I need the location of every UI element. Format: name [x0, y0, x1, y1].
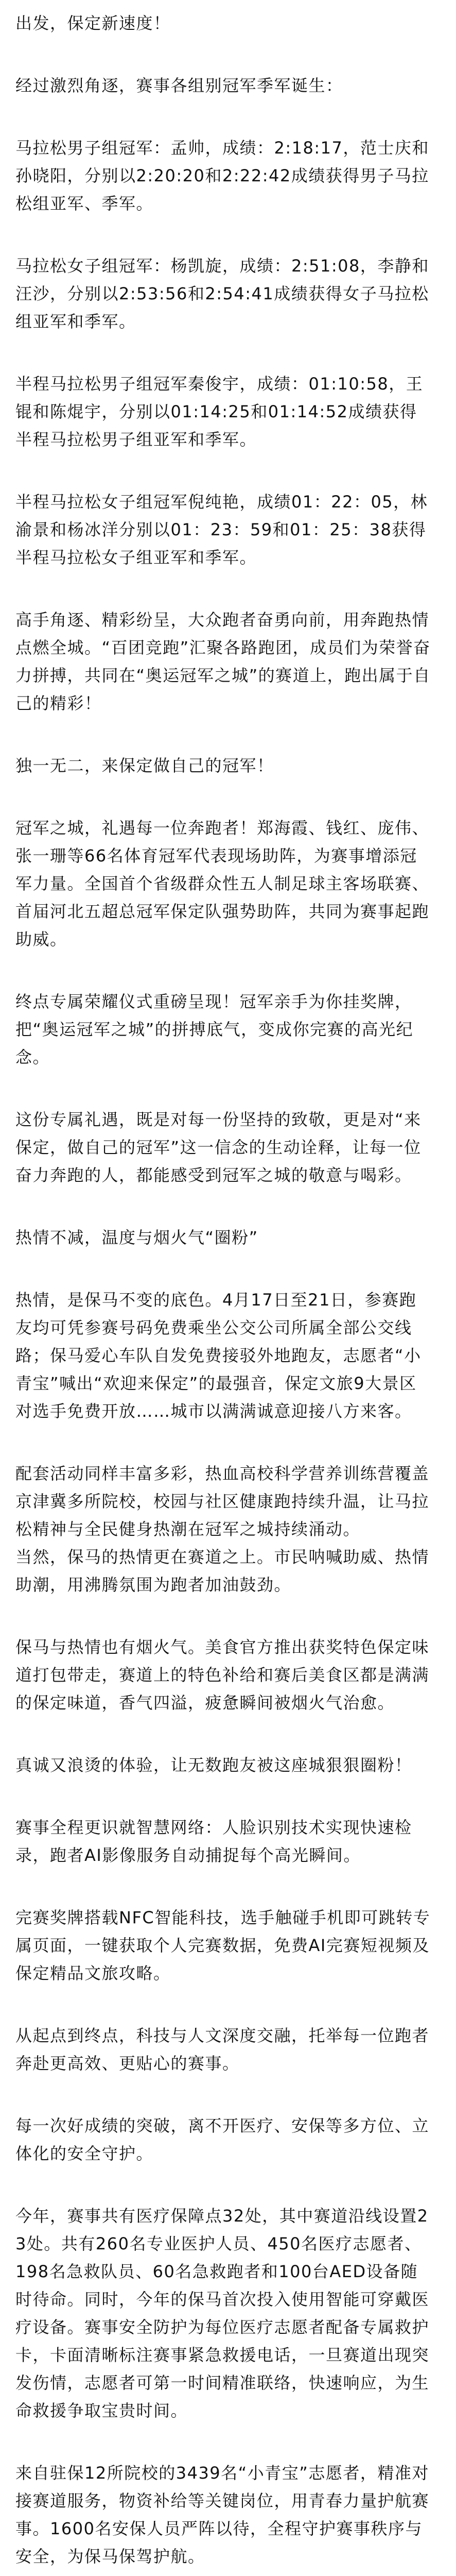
tribute-paragraph: 这份专属礼遇，既是对每一份坚持的致敬，更是对“来保定，做自己的冠军”这一信念的生动诠释，让每一位奋力奔跑的人，都能感受到冠军之城的敬意与喝彩。: [15, 1110, 422, 1185]
half-marathon-women-results-paragraph: 半程马拉松女子组冠军倪纯艳，成绩01：22：05，林渝景和杨冰洋分别以01：23：59和01：25：38获得半程马拉松女子组亚军和季军。: [15, 492, 428, 567]
smart-race-paragraph: 赛事全程更识就智慧网络：人脸识别技术实现快速检录，跑者AI影像服务自动捕捉每个高光瞬间。: [15, 1818, 412, 1865]
experience-paragraph: 真诚又浪烫的体验，让无数跑友被这座城狠狠圈粉！: [15, 1755, 412, 1775]
half-marathon-men-results-paragraph: 半程马拉松男子组冠军秦俊宇，成绩：01:10:58，王锟和陈焜宇，分别以01:14:25和01:14:52成绩获得半程马拉松男子组亚军和季军。: [15, 374, 424, 449]
section-heading-warmth: 热情不减，温度与烟火气“圈粉”: [15, 1228, 258, 1247]
marathon-women-results-paragraph: 马拉松女子组冠军：杨凯旋，成绩：2:51:08，李静和汪沙，分别以2:53:56和2:54:41成绩获得女子马拉松组亚军和季军。: [15, 256, 429, 331]
marathon-men-results-paragraph: 马拉松男子组冠军：孟帅，成绩：2:18:17，范士庆和孙晓阳，分别以2:20:20和2:22:42成绩获得男子马拉松组亚军、季军。: [15, 138, 429, 213]
crowd-support-paragraph: 当然，保马的热情更在赛道之上。市民呐喊助威、热情助潮，用沸腾氛围为跑者加油鼓劲。: [15, 1547, 430, 1595]
section-heading-champion: 独一无二，来保定做自己的冠军！: [15, 756, 274, 775]
volunteers-paragraph: 来自驻保12所院校的3439名“小青宝”志愿者，精准对接赛道服务，物资补给等关键岗位，用青春力量护航赛事。1600名安保人员严阵以待，全程守护赛事秩序与安全，为保马保驾护航。: [15, 2463, 430, 2566]
results-intro-paragraph: 经过激烈角逐，赛事各组别冠军季军诞生：: [15, 76, 343, 95]
activities-paragraph: 配套活动同样丰富多彩，热血高校科学营养训练营覆盖京津冀多所院校，校园与社区健康跑持续升温，让马拉松精神与全民健身热潮在冠军之城持续涌动。: [15, 1464, 430, 1539]
runners-highlight-paragraph: 高手角逐、精彩纷呈，大众跑者奋勇向前，用奔跑热情点燃全城。“百团竞跑”汇聚各路跑团，成员们为荣誉奋力拼搏，共同在“奥运冠军之城”的赛道上，跑出属于自己的精彩！: [15, 610, 431, 713]
finish-ceremony-paragraph: 终点专属荣耀仪式重磅呈现！冠军亲手为你挂奖牌，把“奥运冠军之城”的拼搏底气，变成你完赛的高光纪念。: [15, 992, 414, 1067]
tech-culture-paragraph: 从起点到终点，科技与人文深度交融，托举每一位跑者奔赴更高效、更贴心的赛事。: [15, 2026, 430, 2073]
safety-intro-paragraph: 每一次好成绩的突破，离不开医疗、安保等多方位、立体化的安全守护。: [15, 2116, 430, 2163]
champion-city-paragraph: 冠军之城，礼遇每一位奔跑者！郑海霞、钱红、庞伟、张一珊等66名体育冠军代表现场助阵，为赛事增添冠军力量。全国首个省级群众性五人制足球主客场联赛、首届河北五超总冠军保定队强势助阵，共同为赛事起跑助威。: [15, 818, 430, 949]
medical-support-paragraph: 今年，赛事共有医疗保障点32处，其中赛道沿线设置23处。共有260名专业医护人员、450名医疗志愿者、198名急救队员、60名急救跑者和100台AED设备随时待命。同时，今年的保马首次投入使用智能可穿戴医疗设备。赛事安全防护为每位医疗志愿者配备专属救护卡，卡面清晰标注赛事紧急救援电话，一旦赛道出现突发伤情，志愿者可第一时间精准联络，快速响应，为生命救援争取宝贵时间。: [15, 2206, 430, 2420]
food-paragraph: 保马与热情也有烟火气。美食官方推出获奖特色保定味道打包带走，赛道上的特色补给和赛后美食区都是满满的保定味道，香气四溢，疲惫瞬间被烟火气治愈。: [15, 1637, 430, 1713]
nfc-medal-paragraph: 完赛奖牌搭载NFC智能科技，选手触碰手机即可跳转专属页面，一键获取个人完赛数据，免费AI完赛短视频及保定精品文旅攻略。: [15, 1908, 431, 1983]
headline-paragraph: 出发，保定新速度！: [15, 13, 171, 33]
city-welcome-paragraph: 热情，是保马不变的底色。4月17日至21日，参赛跑友均可凭参赛号码免费乘坐公交公司所属全部公交线路；保马爱心车队自发免费接驳外地跑友，志愿者“小青宝”喊出“欢迎来保定”的最强音，保定文旅9大景区对选手免费开放……城市以满满诚意迎接八方来客。: [15, 1290, 422, 1421]
